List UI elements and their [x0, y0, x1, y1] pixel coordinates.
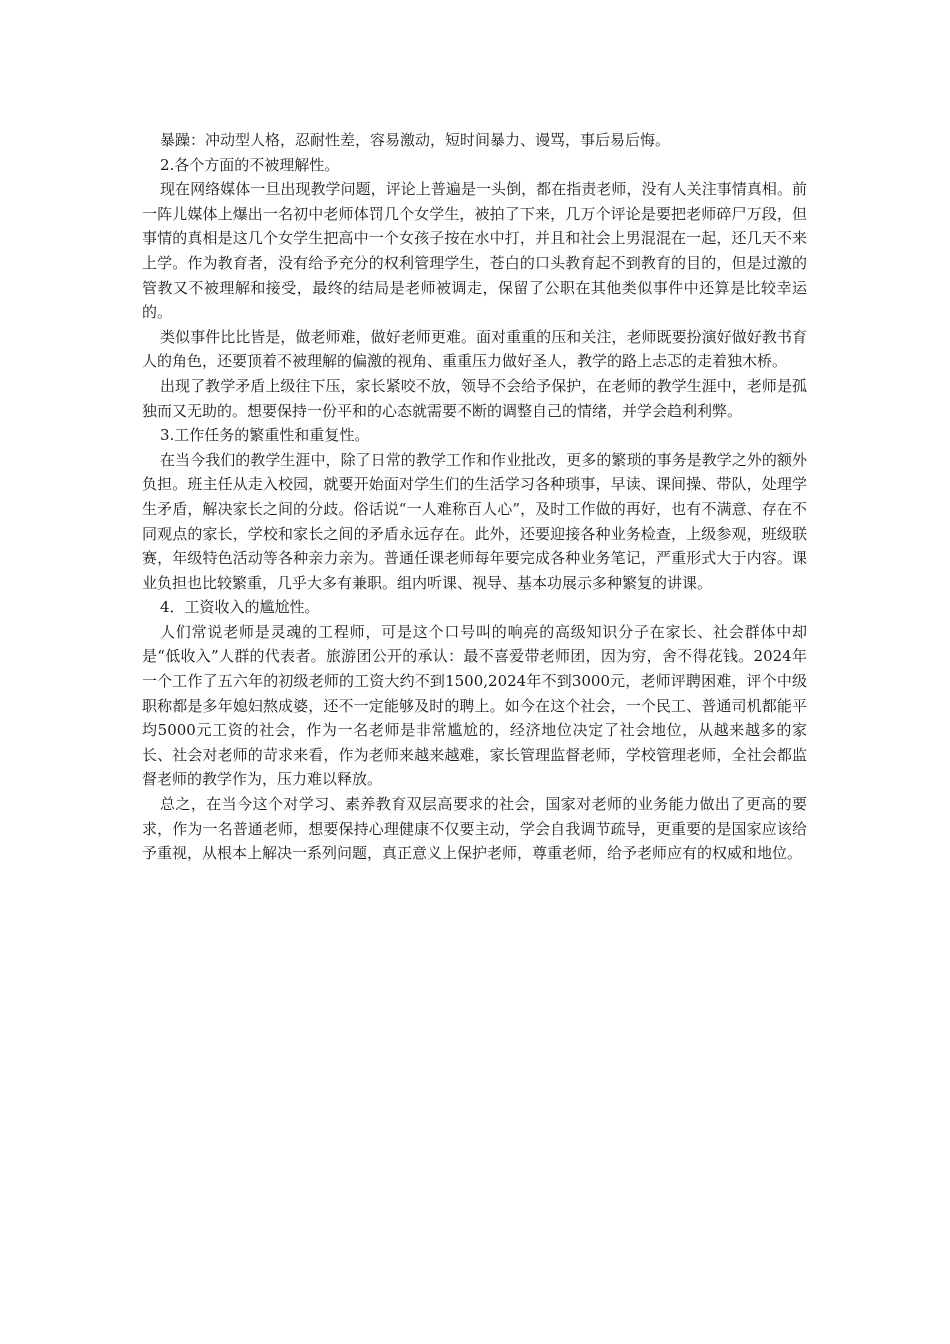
paragraph-workload: 在当今我们的教学生涯中，除了日常的教学工作和作业批改，更多的繁琐的事务是教学之外的额外负担。班主任从走入校园，就要开始面对学生们的生活学习各种琐事，早读、课间操、带队，处理学生矛盾，解决家长之间的分歧。俗话说“一人难称百人心”，及时工作做的再好，也有不满意、存在不同观点的家长，学校和家长之间的矛盾永远存在。此外，还要迎接各种业务检查，上级参观，班级联赛，年级特色活动等各种亲力亲为。普通任课老师每年要完成各种业务笔记，严重形式大于内容。课业负担也比较繁重，几乎大多有兼职。组内听课、视导、基本功展示多种繁复的讲课。: [142, 450, 807, 592]
heading-not-understood: 2.各个方面的不被理解性。: [160, 155, 340, 174]
heading-salary: 4．工资收入的尴尬性。: [160, 598, 320, 617]
paragraph-media-case: 现在网络媒体一旦出现教学问题，评论上普遍是一头倒，都在指责老师，没有人关注事情真相。前一阵儿媒体上爆出一名初中老师体罚几个女学生，被拍了下来，几万个评论是要把老师碎尸万段，但事情的真相是这几个女学生把高中一个女孩子按在水中打，并且和社会上男混混在一起，还几天不来上学。作为教育者，没有给予充分的权利管理学生，苍白的口头教育起不到教育的目的，但是过激的管教又不被理解和接受，最终的结局是老师被调走，保留了公职在其他类似事件中还算是比较幸运的。: [142, 180, 807, 322]
paragraph-conclusion: 总之，在当今这个对学习、素养教育双层高要求的社会，国家对老师的业务能力做出了更高的要求，作为一名普通老师，想要保持心理健康不仅要主动，学会自我调节疏导，更重要的是国家应该给予重视，从根本上解决一系列问题，真正意义上保护老师，尊重老师，给予老师应有的权威和地位。: [142, 795, 807, 863]
heading-heavy-workload: 3.工作任务的繁重性和重复性。: [160, 426, 370, 445]
document-body: [142, 128, 807, 866]
paragraph-irritability: 暴躁：冲动型人格，忍耐性差，容易激动，短时间暴力、谩骂，事后易后悔。: [160, 131, 671, 149]
paragraph-similar-events: 类似事件比比皆是，做老师难，做好老师更难。面对重重的压和关注，老师既要扮演好做好教书育人的角色，还要顶着不被理解的偏激的视角、重重压力做好圣人，教学的路上忐忑的走着独木桥。: [142, 327, 807, 371]
paragraph-lonely-teacher: 出现了教学矛盾上级往下压，家长紧咬不放，领导不会给予保护，在老师的教学生涯中，老师是孤独而又无助的。想要保持一份平和的心态就需要不断的调整自己的情绪，并学会趋利利弊。: [142, 376, 807, 420]
paragraph-salary: 人们常说老师是灵魂的工程师，可是这个口号叫的响亮的高级知识分子在家长、社会群体中却是“低收入”人群的代表者。旅游团公开的承认：最不喜爱带老师团，因为穷，舍不得花钱。2024年一个工作了五六年的初级老师的工资大约不到1500,2024年不到3000元，老师评聘困难，评个中级职称都是多年媳妇熬成婆，还不一定能够及时的聘上。如今在这个社会，一个民工、普通司机都能平均5000元工资的社会，作为一名老师是非常尴尬的，经济地位决定了社会地位，从越来越多的家长、社会对老师的苛求来看，作为老师来越来越难，家长管理监督老师，学校管理老师，全社会都监督老师的教学作为，压力难以释放。: [142, 622, 807, 789]
